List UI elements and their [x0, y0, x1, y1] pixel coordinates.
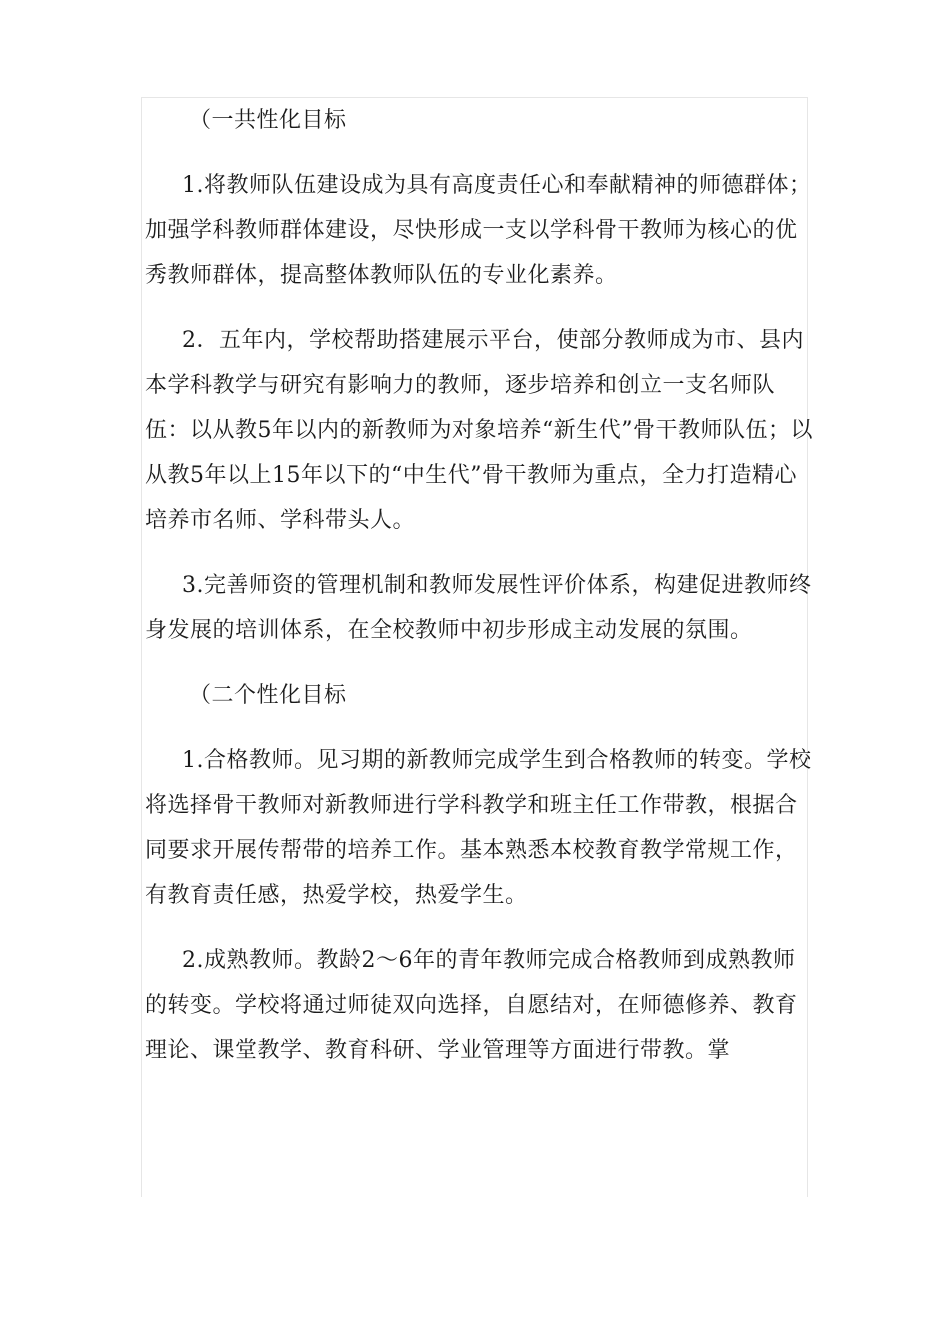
document-body — [145, 98, 815, 1073]
paragraph-1-2: 2．五年内，学校帮助搭建展示平台，使部分教师成为市、县内本学科教学与研究有影响力的教师，逐步培养和创立一支名师队伍：以从教5年以内的新教师为对象培养“新生代”骨干教师队伍；以从教5年以上15年以下的“中生代”骨干教师为重点，全力打造精心培养市名师、学科带头人。 — [145, 328, 813, 533]
section-heading-1: （一共性化目标 — [189, 108, 347, 133]
paragraph-1-1: 1.将教师队伍建设成为具有高度责任心和奉献精神的师德群体；加强学科教师群体建设，尽快形成一支以学科骨干教师为核心的优秀教师群体，提高整体教师队伍的专业化素养。 — [145, 173, 812, 288]
section-heading-2: （二个性化目标 — [189, 683, 347, 708]
paragraph-2-2: 2.成熟教师。教龄2～6年的青年教师完成合格教师到成熟教师的转变。学校将通过师徒双向选择，自愿结对，在师德修养、教育理论、课堂教学、教育科研、学业管理等方面进行带教。掌 — [145, 948, 798, 1063]
paragraph-2-1: 1.合格教师。见习期的新教师完成学生到合格教师的转变。学校将选择骨干教师对新教师进行学科教学和班主任工作带教，根据合同要求开展传帮带的培养工作。基本熟悉本校教育教学常规工作，有教育责任感，热爱学校，热爱学生。 — [145, 748, 812, 908]
paragraph-1-3: 3.完善师资的管理机制和教师发展性评价体系，构建促进教师终身发展的培训体系，在全校教师中初步形成主动发展的氛围。 — [145, 573, 812, 643]
